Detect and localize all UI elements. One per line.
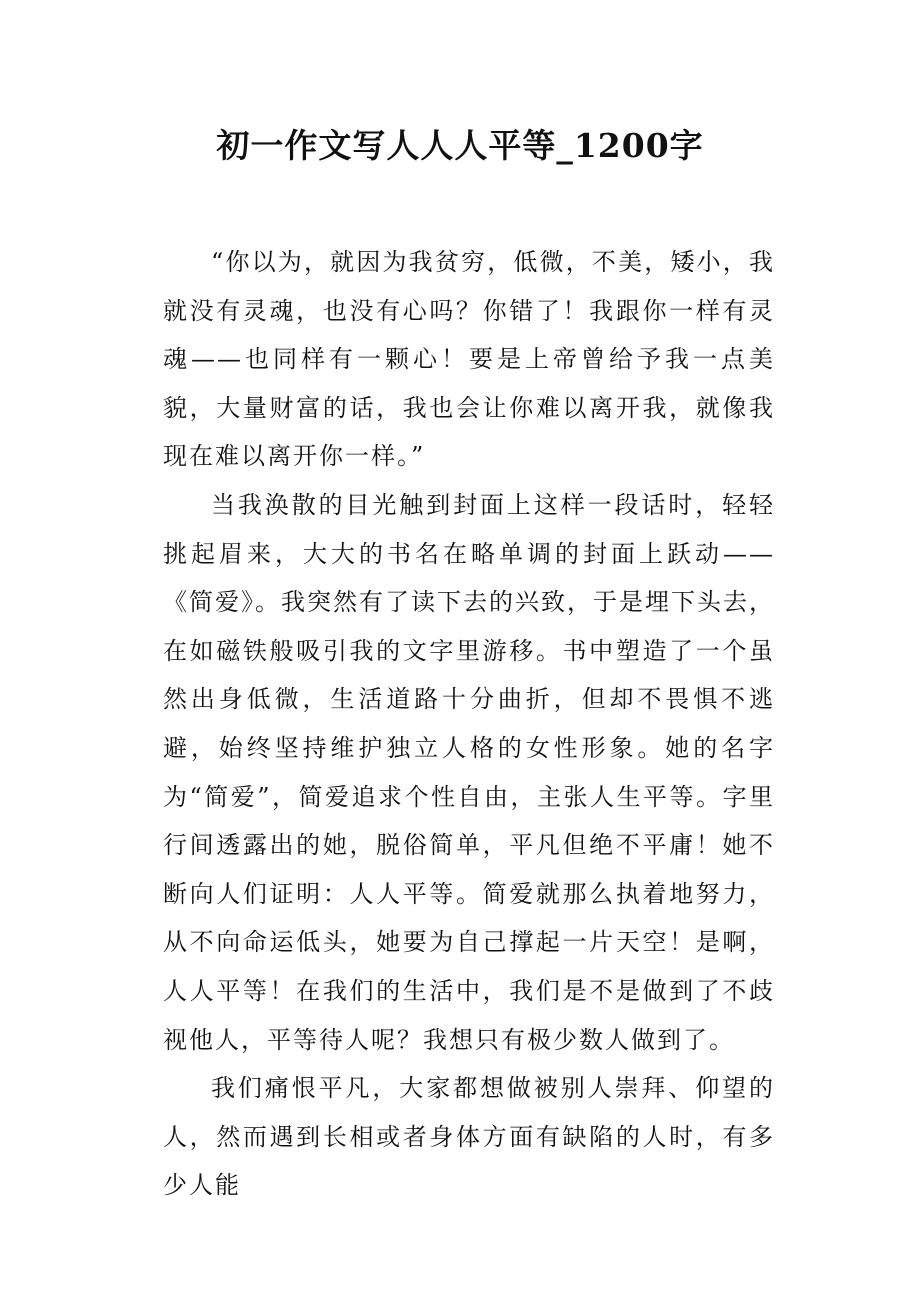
document-body [163, 238, 775, 1210]
paragraph-1: “你以为，就因为我贫穷，低微，不美，矮小，我就没有灵魂，也没有心吗？你错了！我跟你一样有灵魂——也同样有一颗心！要是上帝曾给予我一点美貌，大量财富的话，我也会让你难以离开我，就像我现在难以离开你一样。” [163, 248, 775, 471]
paragraph-3: 我们痛恨平凡，大家都想做被别人崇拜、仰望的人，然而遇到长相或者身体方面有缺陷的人时，有多少人能 [163, 1074, 775, 1200]
document-title: 初一作文写人人人平等_1200字 [216, 126, 704, 165]
paragraph-2: 当我涣散的目光触到封面上这样一段话时，轻轻挑起眉来，大大的书名在略单调的封面上跃动——《简爱》。我突然有了读下去的兴致，于是埋下头去，在如磁铁般吸引我的文字里游移。书中塑造了一个虽然出身低微，生活道路十分曲折，但却不畏惧不逃避，始终坚持维护独立人格的女性形象。她的名字为“简爱”，简爱追求个性自由，主张人生平等。字里行间透露出的她，脱俗简单，平凡但绝不平庸！她不断向人们证明：人人平等。简爱就那么执着地努力，从不向命运低头，她要为自己撑起一片天空！是啊，人人平等！在我们的生活中，我们是不是做到了不歧视他人，平等待人呢？我想只有极少数人做到了。 [163, 490, 775, 1054]
